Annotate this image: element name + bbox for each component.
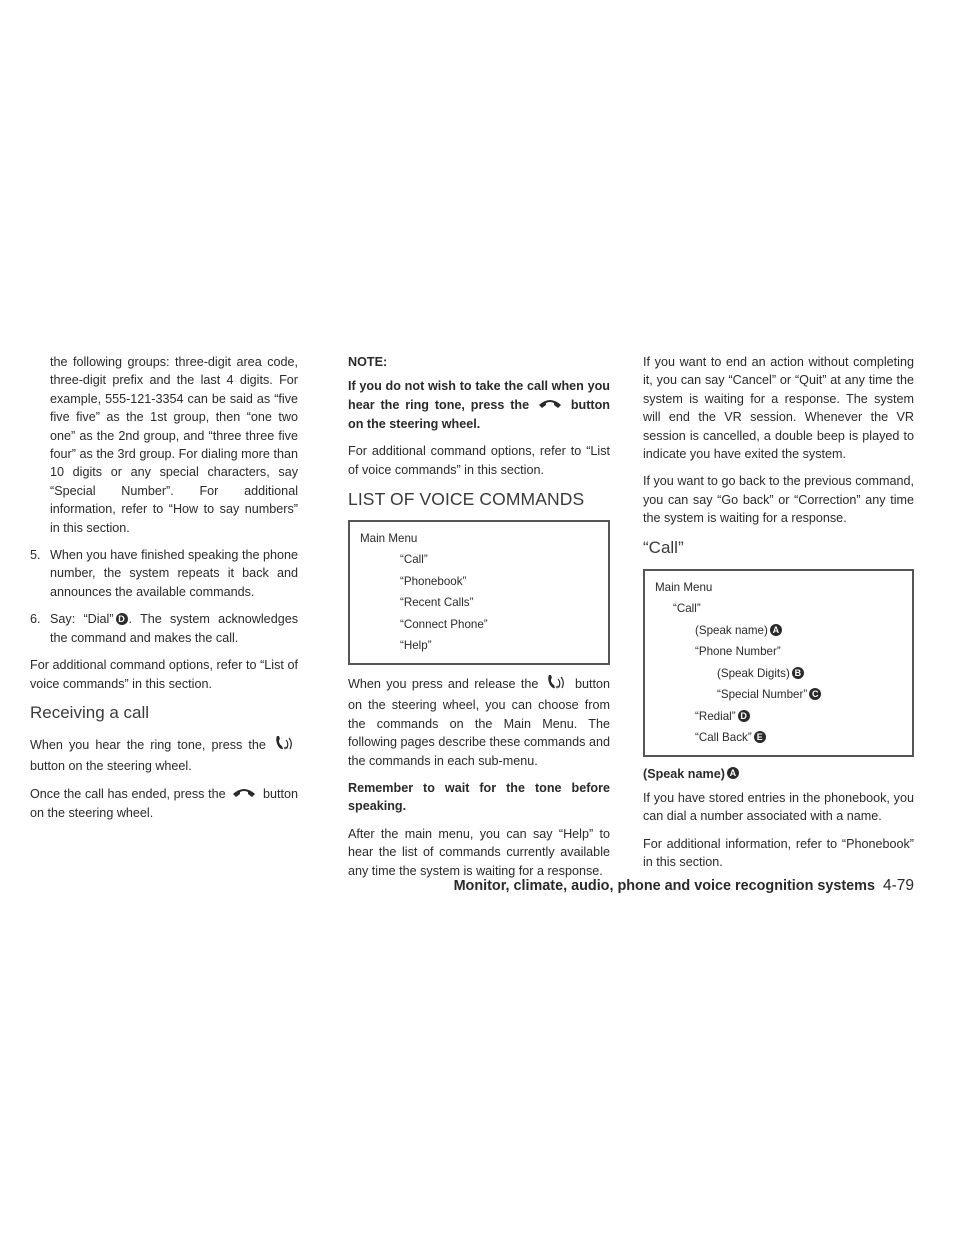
ended-text-pre: Once the call has ended, press the	[30, 786, 226, 801]
step-6-number: 6.	[30, 612, 41, 627]
callout-d-icon: D	[738, 710, 750, 722]
note-label: NOTE:	[348, 355, 388, 369]
column-3	[643, 353, 914, 881]
receive-text-post: button on the steering wheel.	[30, 759, 192, 774]
speak-digits-label: (Speak Digits)	[717, 666, 790, 680]
note-text	[348, 377, 610, 433]
column-2	[348, 353, 610, 889]
menu-item-help: “Help”	[400, 639, 432, 653]
callout-a-icon: A	[727, 767, 739, 779]
heading-list-of-voice-commands: LIST OF VOICE COMMANDS	[348, 488, 585, 509]
paragraph-more-info: For additional information, refer to “Phonebook” in this section.	[643, 836, 914, 870]
paragraph-call-ended	[30, 785, 298, 822]
step-6-text-pre: Say: “Dial”	[50, 612, 114, 627]
page-footer	[430, 877, 914, 895]
ended-text-post: button on the steering wheel.	[30, 786, 298, 820]
note-text-post: button on the steering wheel.	[348, 397, 611, 431]
step-5-text: When you have finished speaking the phone number, the system repeats it back and announces the available commands.	[50, 548, 298, 599]
callout-a-icon: A	[770, 624, 782, 636]
main-menu-title: Main Menu	[360, 531, 418, 545]
paragraph-number-groups: the following groups: three-digit area code, three-digit prefix and the last 4 digits. For example, 555-121-3354 can be said as “five five five” as the 1st group, then “one two one” as the 2nd group, and “three three five four” as the 3rd group. For dialing more than 10 digits or any special characters, say “Special Number”. For additional information, refer to “How to say numbers” in this section.	[50, 355, 298, 535]
tree-speak-digits	[655, 663, 904, 685]
tree-phone-number: “Phone Number”	[695, 645, 781, 659]
paragraph-additional-options: For additional command options, refer to “List of voice commands” in this section.	[30, 658, 298, 691]
paragraph-end-action: If you want to end an action without completing it, you can say “Cancel” or “Quit” at any time the system is waiting for a response. The system will end the VR session. Whenever the VR session is cancelled, a double beep is played to indicate you have exited the system.	[643, 355, 914, 462]
paragraph-remember: Remember to wait for the tone before speaking.	[348, 780, 610, 814]
press-text-pre: When you press and release the	[348, 676, 539, 691]
heading-receiving-a-call: Receiving a call	[30, 702, 150, 722]
speak-name-label: (Speak name)	[695, 623, 768, 637]
tree-redial	[655, 706, 904, 728]
paragraph-receive	[30, 734, 298, 776]
call-menu-box	[643, 569, 914, 757]
tree-speak-name	[655, 620, 904, 642]
step-5	[30, 546, 298, 601]
step-6	[30, 610, 298, 647]
footer-section-title: Monitor, climate, audio, phone and voice recognition systems	[453, 878, 875, 894]
subheading-speak-name-label: (Speak name)	[643, 766, 725, 781]
step-6-text-post: . The system acknowledges the command and makes the call.	[50, 612, 298, 645]
tree-main-menu: Main Menu	[655, 580, 713, 594]
menu-item-recent-calls: “Recent Calls”	[400, 596, 474, 610]
phone-talk-icon	[274, 734, 296, 757]
call-back-label: “Call Back”	[695, 731, 752, 745]
paragraph-press-release	[348, 673, 610, 770]
menu-item-call: “Call”	[400, 553, 428, 567]
menu-item-phonebook: “Phonebook”	[400, 574, 467, 588]
heading-call: “Call”	[643, 537, 684, 557]
column-1	[30, 353, 298, 831]
paragraph-stored-entries: If you have stored entries in the phonebook, you can dial a number associated with a name.	[643, 791, 914, 824]
subheading-speak-name	[643, 765, 914, 783]
page-number: 4-79	[882, 877, 914, 894]
callout-b-icon: B	[792, 667, 804, 679]
note-text-pre: If you do not wish to take the call when you hear the ring tone, press the	[348, 379, 610, 412]
step-5-number: 5.	[30, 548, 41, 563]
paragraph-after-main-menu: After the main menu, you can say “Help” to hear the list of commands currently available any time the system is waiting for a response.	[348, 826, 610, 878]
phone-hangup-icon	[537, 396, 563, 414]
callout-c-icon: C	[809, 688, 821, 700]
main-menu-box	[348, 520, 610, 665]
tree-call-back	[655, 727, 904, 749]
tree-call: “Call”	[673, 602, 701, 616]
phone-hangup-icon	[231, 785, 257, 803]
paragraph-additional-options-2: For additional command options, refer to “List of voice commands” in this section.	[348, 444, 610, 477]
receive-text-pre: When you hear the ring tone, press the	[30, 737, 266, 752]
special-number-label: “Special Number”	[717, 688, 808, 702]
paragraph-go-back: If you want to go back to the previous command, you can say “Go back” or “Correction” any time the system is waiting for a response.	[643, 474, 914, 526]
callout-e-icon: E	[754, 731, 766, 743]
phone-talk-icon	[546, 673, 568, 696]
redial-label: “Redial”	[695, 709, 736, 723]
menu-item-connect-phone: “Connect Phone”	[400, 617, 488, 631]
callout-d-icon: D	[116, 613, 128, 625]
press-text-post: button on the steering wheel, you can choose from the commands on the Main Menu. The following pages describe these commands and the commands in each sub-menu.	[348, 676, 610, 768]
tree-special-number	[655, 684, 904, 706]
